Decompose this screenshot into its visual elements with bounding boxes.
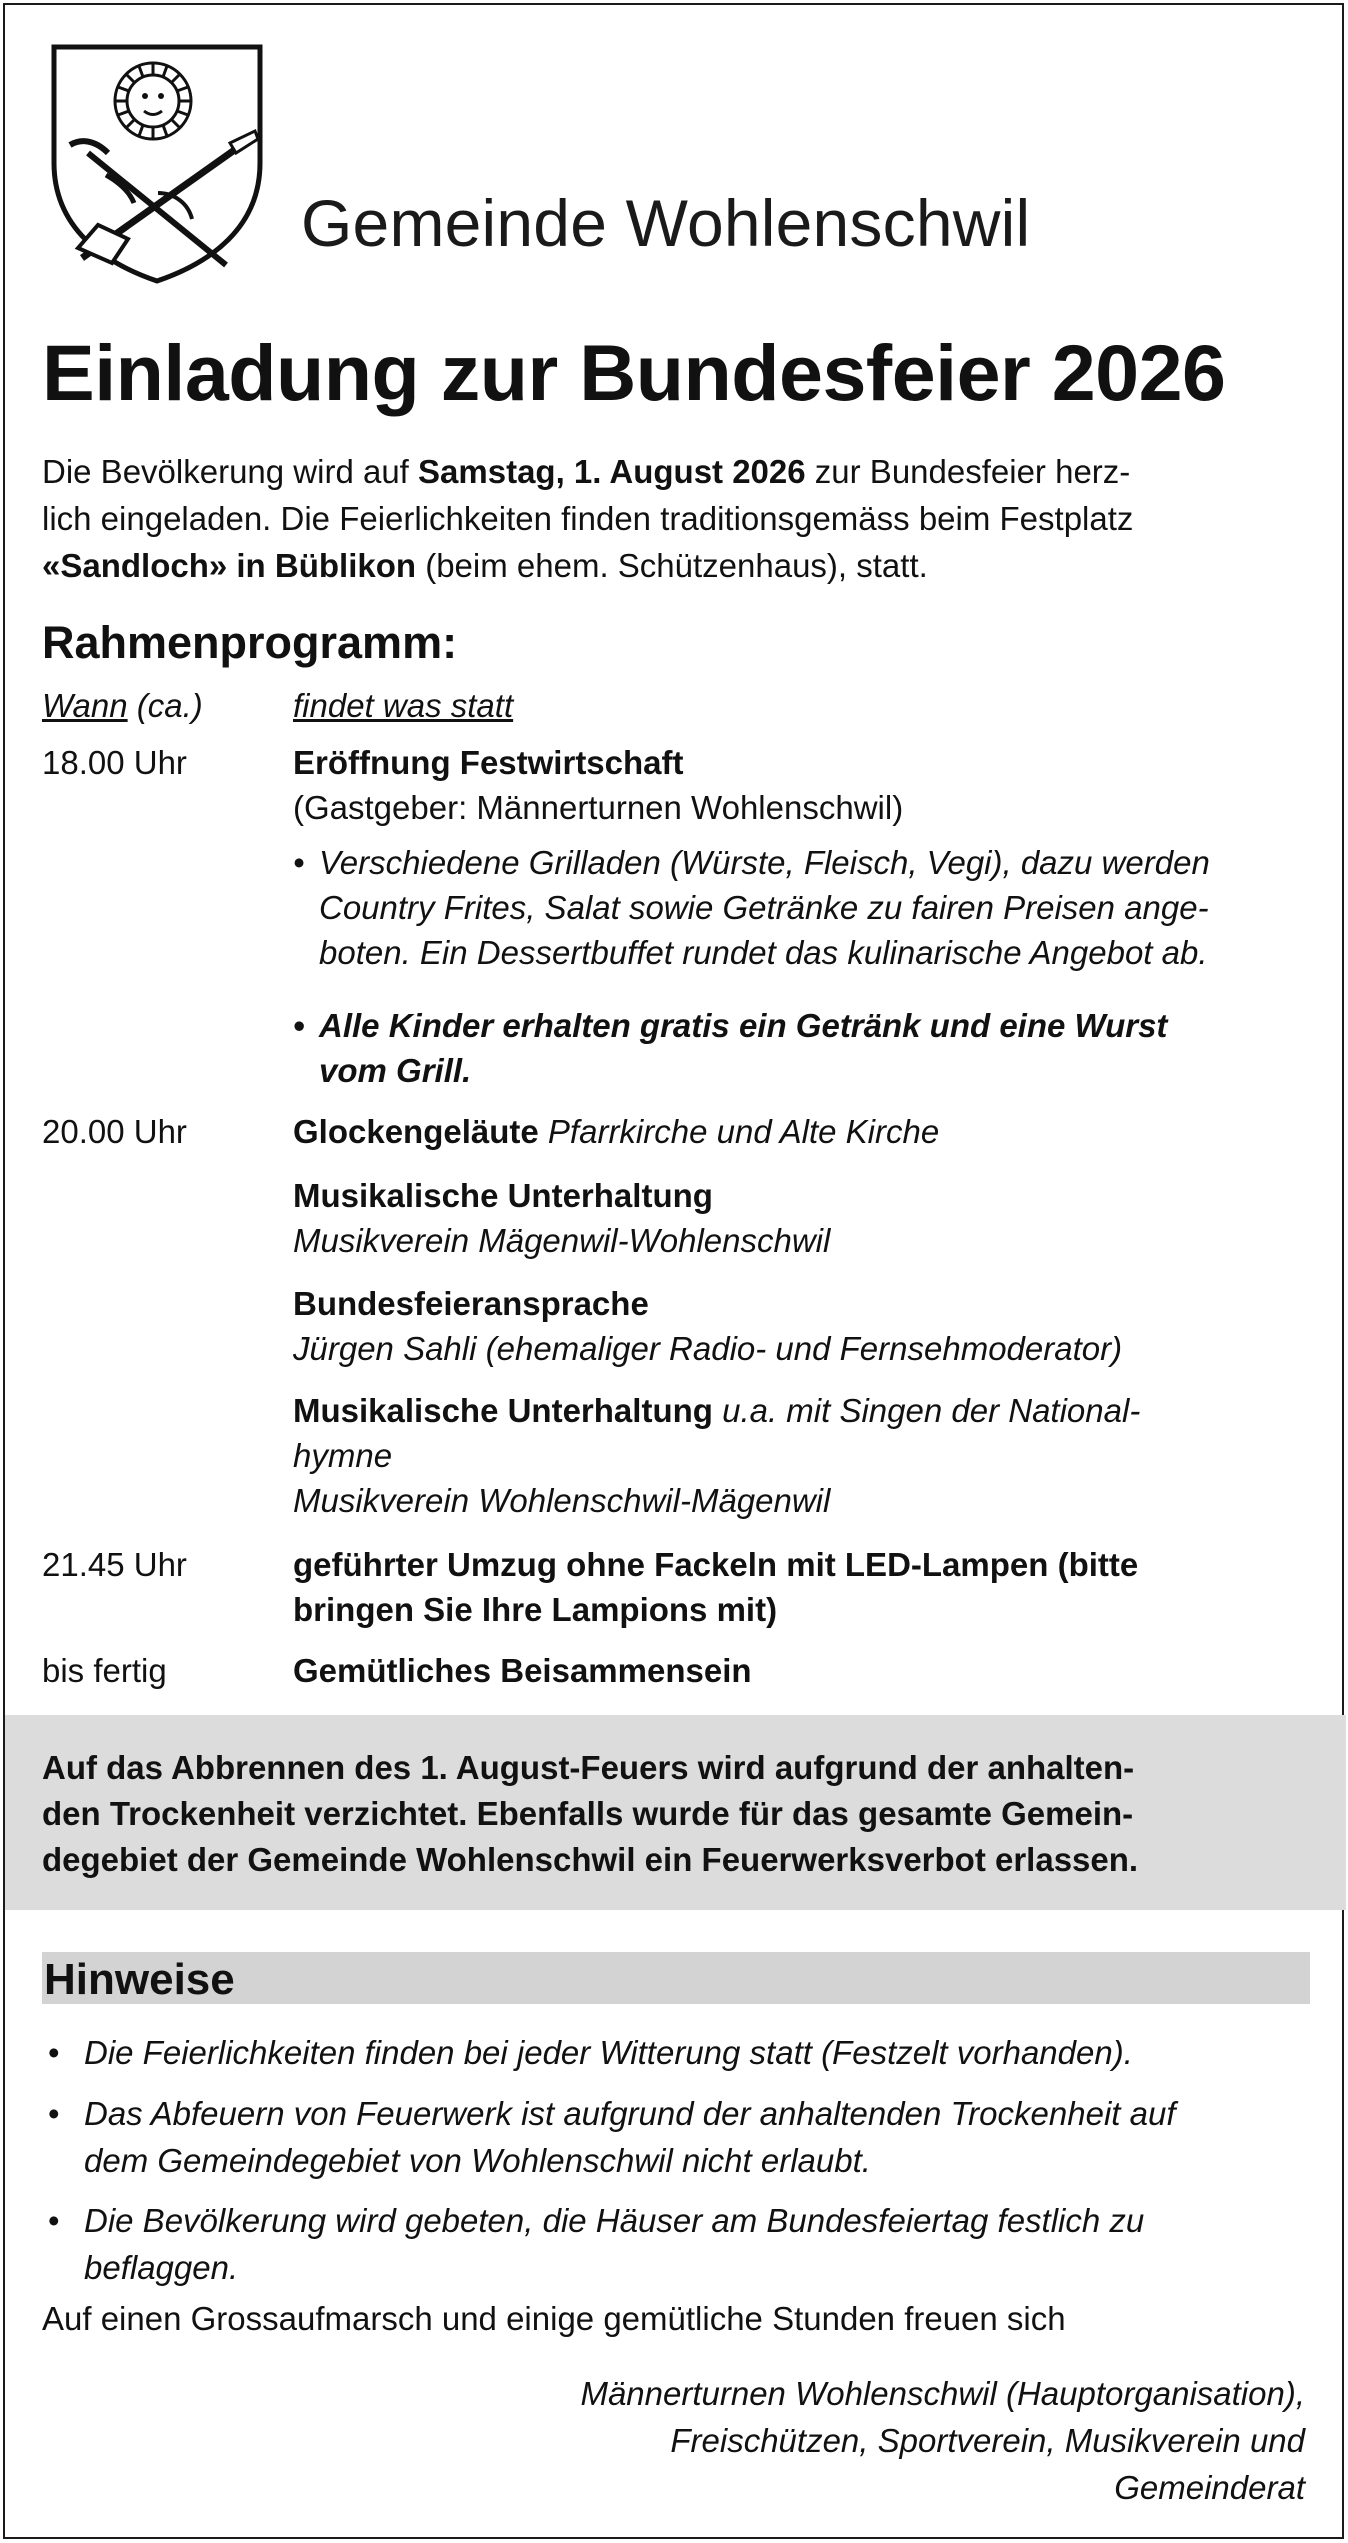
col-what-label: findet was statt [293, 687, 514, 724]
closing-line: Auf einen Grossaufmarsch und einige gemütliche Stunden freuen sich [42, 2300, 1066, 2337]
bullet-line: boten. Ein Dessertbuffet rundet das kulinarische Angebot ab. [319, 934, 1208, 971]
program-time: 21.45 Uhr [42, 1546, 187, 1583]
program-item-title: Musikalische Unterhaltung [293, 1177, 713, 1214]
program-item-title: bringen Sie Ihre Lampions mit) [293, 1591, 778, 1628]
municipality-name: Gemeinde Wohlenschwil [301, 186, 1031, 260]
program-item-title: Gemütliches Beisammensein [293, 1652, 752, 1689]
bullet-icon: • [48, 2202, 60, 2239]
program-item-title: geführter Umzug ohne Fackeln mit LED-Lampen (bitte [293, 1546, 1139, 1583]
signoff-line: Freischützen, Sportverein, Musikverein und [670, 2422, 1305, 2459]
document-page [3, 3, 1344, 2539]
intro-text: zur Bundesfeier herz- [805, 453, 1131, 490]
program-time: 18.00 Uhr [42, 744, 187, 781]
intro-location: «Sandloch» in Büblikon [42, 547, 417, 584]
program-item-title: Musikalische Unterhaltung [293, 1392, 713, 1429]
program-item-detail: hymne [293, 1437, 393, 1474]
hint-text: Das Abfeuern von Feuerwerk ist aufgrund der anhaltenden Trockenheit auf [84, 2095, 1176, 2132]
signoff-line: Gemeinderat [1114, 2469, 1305, 2506]
hints-section-header [42, 1952, 1310, 2004]
program-item-title: Eröffnung Festwirtschaft [293, 744, 684, 781]
notice-line: degebiet der Gemeinde Wohlenschwil ein Feuerwerksverbot erlassen. [42, 1841, 1139, 1878]
bullet-icon: • [48, 2095, 60, 2132]
hint-text: Die Feierlichkeiten finden bei jeder Witterung statt (Festzelt vorhanden). [84, 2034, 1133, 2071]
program-item-detail: Musikverein Wohlenschwil-Mägenwil [293, 1482, 831, 1519]
program-item-detail: Musikverein Mägenwil-Wohlenschwil [293, 1222, 831, 1259]
page-title: Einladung zur Bundesfeier 2026 [42, 328, 1226, 417]
coat-of-arms-icon [50, 43, 264, 285]
hints-heading: Hinweise [44, 1955, 235, 2004]
program-item-title: Bundesfeieransprache [293, 1285, 649, 1322]
fire-ban-notice [5, 1715, 1346, 1910]
notice-line: den Trockenheit verzichtet. Ebenfalls wurde für das gesamte Gemein- [42, 1795, 1134, 1832]
program-time: 20.00 Uhr [42, 1113, 187, 1150]
intro-paragraph [42, 448, 1314, 589]
intro-text: lich eingeladen. Die Feierlichkeiten finden traditionsgemäss beim Festplatz [42, 500, 1134, 537]
intro-text: Die Bevölkerung wird auf [42, 453, 419, 490]
signoff [405, 2370, 1305, 2511]
program-item-detail: Jürgen Sahli (ehemaliger Radio- und Fernsehmoderator) [293, 1330, 1123, 1367]
bullet-line: vom Grill. [319, 1052, 472, 1089]
program-item-detail: u.a. mit Singen der National- [712, 1392, 1141, 1429]
signoff-line: Männerturnen Wohlenschwil (Hauptorganisation), [580, 2375, 1305, 2412]
intro-date: Samstag, 1. August 2026 [418, 453, 806, 490]
notice-line: Auf das Abbrennen des 1. August-Feuers wird aufgrund der anhalten- [42, 1749, 1135, 1786]
program-time: bis fertig [42, 1652, 167, 1689]
col-when-suffix: (ca.) [127, 687, 203, 724]
program-heading: Rahmenprogramm: [42, 617, 458, 668]
intro-text: (beim ehem. Schützenhaus), statt. [416, 547, 928, 584]
hint-text: beflaggen. [84, 2249, 239, 2286]
hint-text: Die Bevölkerung wird gebeten, die Häuser am Bundesfeiertag festlich zu [84, 2202, 1145, 2239]
bullet-icon: • [293, 1007, 305, 1044]
hint-text: dem Gemeindegebiet von Wohlenschwil nicht erlaubt. [84, 2142, 871, 2179]
program-item-host: (Gastgeber: Männerturnen Wohlenschwil) [293, 789, 904, 826]
program-item-title: Glockengeläute [293, 1113, 539, 1150]
bullet-line: Country Frites, Salat sowie Getränke zu fairen Preisen ange- [319, 889, 1209, 926]
bullet-icon: • [48, 2034, 60, 2071]
bullet-line: Verschiedene Grilladen (Würste, Fleisch, Vegi), dazu werden [319, 844, 1210, 881]
bullet-line: Alle Kinder erhalten gratis ein Getränk und eine Wurst [319, 1007, 1168, 1044]
bullet-icon: • [293, 844, 305, 881]
program-item-detail: Pfarrkirche und Alte Kirche [538, 1113, 940, 1150]
col-when-label: Wann [42, 687, 128, 724]
